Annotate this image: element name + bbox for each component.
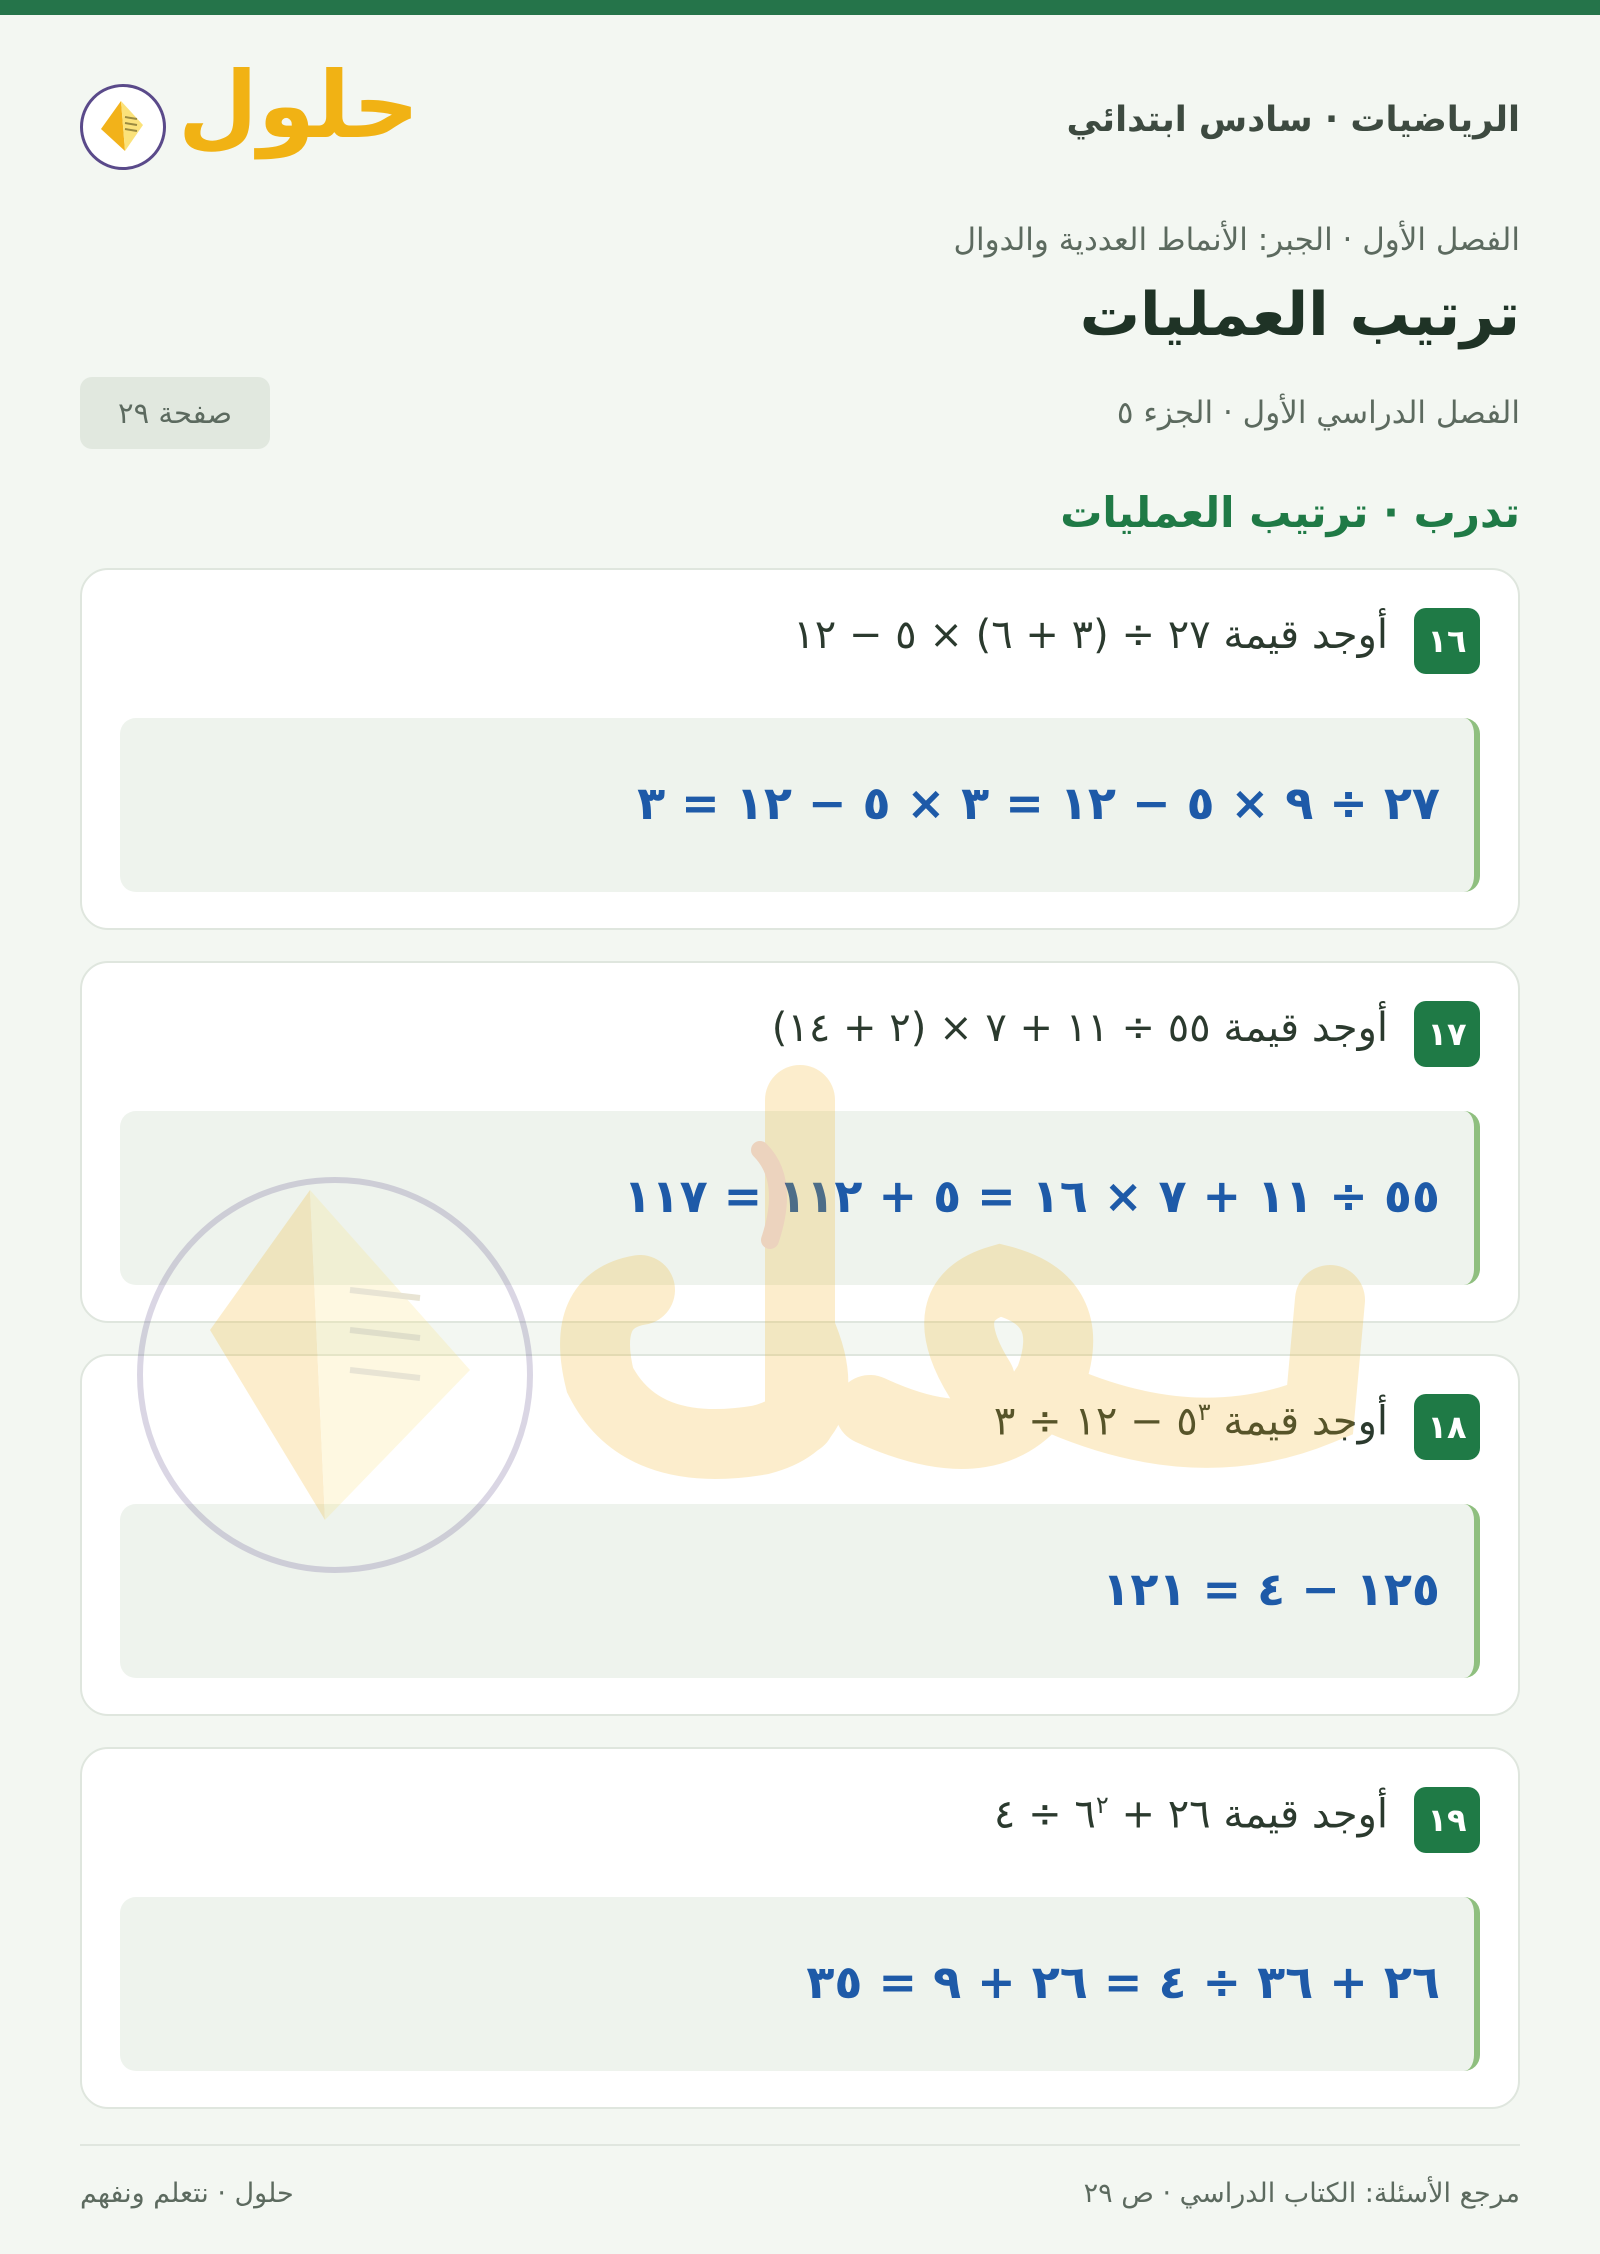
question-text-part: أوجد قيمة ٢٦ + ٦	[1074, 1791, 1388, 1838]
term-label: الفصل الدراسي الأول · الجزء ٥	[1116, 395, 1520, 431]
site-logo[interactable]	[80, 52, 420, 174]
question-text-part: أوجد قيمة ٥	[1176, 1398, 1388, 1445]
exponent: ٣	[1197, 1398, 1211, 1426]
answer-box	[120, 1504, 1480, 1678]
question-number: ١٩	[1414, 1787, 1480, 1853]
question-number: ١٨	[1414, 1394, 1480, 1460]
question-text: أوجد قيمة ٥٥ ÷ ١١ + ٧ × (٢ + ١٤)	[771, 1005, 1388, 1051]
answer-box	[120, 718, 1480, 892]
answer-box	[120, 1897, 1480, 2071]
answer-text: ٢٧ ÷ ٩ × ٥ − ١٢ = ٣ × ٥ − ١٢ = ٣	[637, 776, 1440, 830]
question-text	[994, 1791, 1388, 1837]
question-text: أوجد قيمة ٢٧ ÷ (٣ + ٦) × ٥ − ١٢	[793, 612, 1388, 658]
question-card	[80, 568, 1520, 930]
question-card	[80, 1354, 1520, 1716]
question-card	[80, 961, 1520, 1323]
exponent: ٢	[1095, 1791, 1109, 1819]
question-number: ١٦	[1414, 608, 1480, 674]
footer-divider	[80, 2144, 1520, 2146]
question-number: ١٧	[1414, 1001, 1480, 1067]
page	[80, 0, 1520, 2254]
book-pen-icon	[80, 84, 166, 170]
footer-brand: حلول · نتعلم ونفهم	[80, 2178, 294, 2209]
footer-reference: مرجع الأسئلة: الكتاب الدراسي · ص ٢٩	[1083, 2178, 1520, 2209]
section-title: تدرب · ترتيب العمليات	[1060, 488, 1520, 537]
answer-text: ١٢٥ − ٤ = ١٢١	[1102, 1562, 1440, 1616]
question-text-part: ÷ ٤	[993, 1791, 1075, 1838]
subject-label: الرياضيات · سادس ابتدائي	[1066, 100, 1520, 140]
answer-box	[120, 1111, 1480, 1285]
question-card	[80, 1747, 1520, 2109]
question-text	[994, 1398, 1388, 1444]
answer-text: ٢٦ + ٣٦ ÷ ٤ = ٢٦ + ٩ = ٣٥	[806, 1955, 1440, 2009]
page-title: ترتيب العمليات	[1079, 280, 1520, 350]
answer-text: ٥٥ ÷ ١١ + ٧ × ١٦ = ٥ + ١١٢ = ١١٧	[623, 1169, 1440, 1223]
breadcrumb: الفصل الأول · الجبر: الأنماط العددية والدوال	[953, 222, 1520, 258]
question-text-part: − ١٢ ÷ ٣	[993, 1398, 1177, 1445]
logo-wordmark: حلول	[178, 52, 420, 159]
page-number-badge: صفحة ٢٩	[80, 377, 270, 449]
